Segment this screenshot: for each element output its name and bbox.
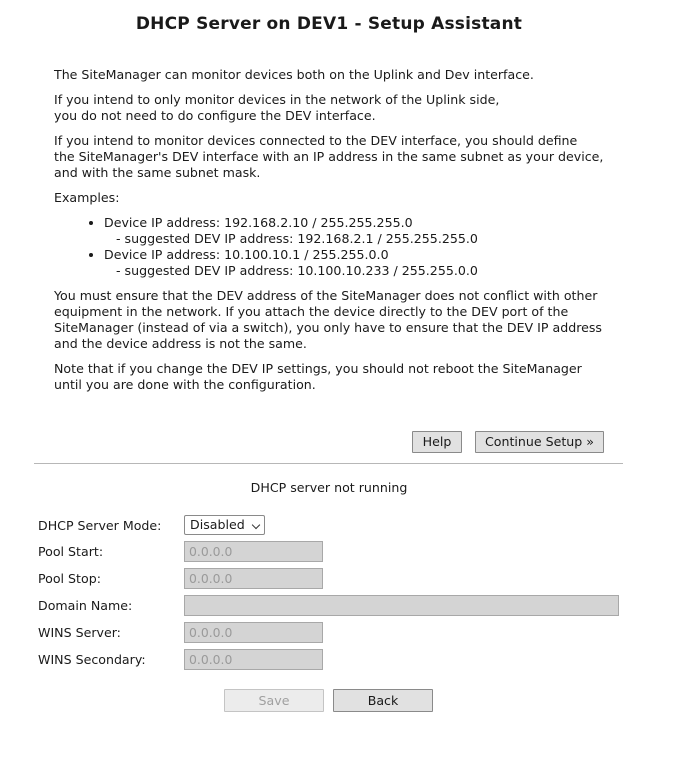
dhcp-mode-select[interactable]	[184, 515, 265, 535]
intro-text	[54, 67, 624, 402]
pool-stop-label: Pool Stop:	[38, 571, 101, 586]
chevron-down-icon	[252, 521, 260, 529]
intro-paragraph-5: Note that if you change the DEV IP settings, you should not reboot the SiteManager until you are done with the configuration.	[54, 361, 582, 392]
intro-paragraph-2: If you intend to only monitor devices in the network of the Uplink side, you do not need to do configure the DEV interface.	[54, 92, 500, 123]
domain-name-input[interactable]	[184, 595, 619, 616]
page-title: DHCP Server on DEV1 - Setup Assistant	[135, 14, 523, 34]
example-device: • Device IP address: 192.168.2.10 / 255.255.255.0	[104, 215, 624, 231]
examples-label: Examples:	[54, 190, 120, 205]
example-suggested: - suggested DEV IP address: 192.168.2.1 / 255.255.255.0	[116, 231, 478, 246]
wins-server-input[interactable]: 0.0.0.0	[184, 622, 323, 643]
example-device: • Device IP address: 10.100.10.1 / 255.255.0.0	[104, 247, 624, 263]
back-button[interactable]: Back	[333, 689, 433, 712]
intro-paragraph-3: If you intend to monitor devices connected to the DEV interface, you should define the SiteManager's DEV interface with an IP address in the same subnet as your device, and with the same subnet mask.	[54, 133, 604, 180]
wins-secondary-input[interactable]: 0.0.0.0	[184, 649, 323, 670]
pool-start-label: Pool Start:	[38, 544, 104, 559]
intro-paragraph-1: The SiteManager can monitor devices both on the Uplink and Dev interface.	[54, 67, 534, 82]
example-suggested: - suggested DEV IP address: 10.100.10.233 / 255.255.0.0	[116, 263, 478, 278]
pool-start-input[interactable]: 0.0.0.0	[184, 541, 323, 562]
wins-server-label: WINS Server:	[38, 625, 121, 640]
section-divider	[34, 463, 623, 464]
continue-setup-button[interactable]: Continue Setup »	[475, 431, 604, 453]
save-button[interactable]: Save	[224, 689, 324, 712]
wins-secondary-label: WINS Secondary:	[38, 652, 146, 667]
domain-name-label: Domain Name:	[38, 598, 133, 613]
pool-stop-input[interactable]: 0.0.0.0	[184, 568, 323, 589]
dhcp-mode-value: Disabled	[190, 517, 245, 532]
examples-list	[54, 215, 624, 279]
intro-paragraph-4: You must ensure that the DEV address of the SiteManager does not conflict with other equipment in the network. If you attach the device directly to the DEV port of the SiteManager (instead of via a switch), you only have to ensure that the DEV IP address and the device address is not the same.	[54, 288, 602, 351]
dhcp-mode-label: DHCP Server Mode:	[38, 518, 162, 533]
dhcp-status-text: DHCP server not running	[250, 480, 408, 495]
help-button[interactable]: Help	[412, 431, 462, 453]
